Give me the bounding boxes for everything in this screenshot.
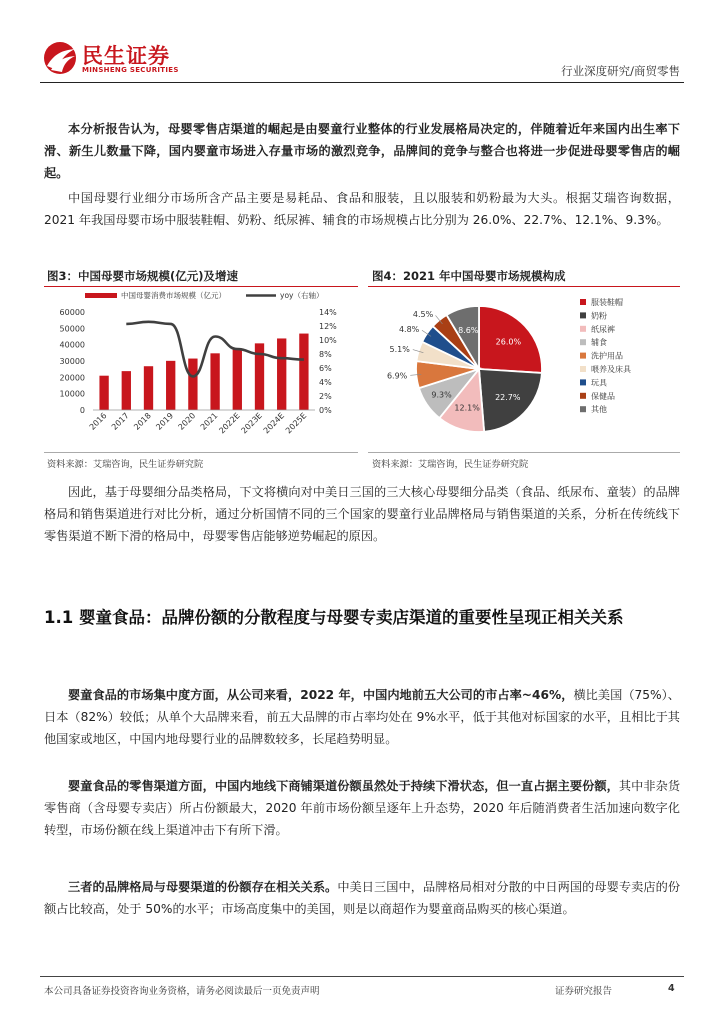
legend-swatch-bar: [85, 293, 117, 298]
legend-swatch: [580, 326, 586, 332]
x-axis-tick-label: 2022E: [217, 411, 242, 436]
header-divider: [40, 82, 684, 83]
footer-divider: [40, 976, 684, 977]
x-axis-tick-label: 2023E: [239, 411, 264, 436]
bar-2019: [166, 361, 175, 410]
legend-label: 辅食: [591, 338, 607, 348]
figure-3-source: 资料来源：艾瑞咨询，民生证券研究院: [47, 459, 204, 470]
legend-label: 服装鞋帽: [591, 298, 623, 307]
figure-4-source: 资料来源：艾瑞咨询，民生证券研究院: [372, 459, 529, 470]
bar-2017: [122, 371, 131, 410]
y2-axis-tick-label: 10%: [319, 336, 337, 345]
x-axis-tick-label: 2020: [176, 411, 198, 432]
y-axis-tick-label: 40000: [59, 340, 85, 350]
legend-label: 其他: [591, 405, 607, 415]
channel-paragraph: [44, 775, 680, 841]
correlation-lead: 三者的品牌格局与母婴渠道的份额存在相关关系。: [68, 880, 338, 894]
figure-3-bottom-rule: [44, 452, 358, 453]
y-axis-tick-label: 10000: [59, 389, 85, 399]
minsheng-logo-icon: [41, 40, 79, 76]
y2-axis-tick-label: 14%: [319, 308, 337, 317]
page-number: 4: [668, 983, 675, 994]
pie-data-label: 6.9%: [386, 371, 408, 381]
bar-2018: [144, 366, 153, 410]
legend-swatch: [580, 299, 586, 305]
channel-lead: 婴童食品的零售渠道方面，中国内地线下商铺渠道份额虽然处于持续下滑状态，但一直占据主要份额，: [68, 779, 619, 793]
legend-swatch: [580, 312, 586, 318]
bar-2020: [188, 359, 197, 410]
concentration-paragraph: [44, 684, 680, 750]
concentration-lead: 婴童食品的市场集中度方面，从公司来看，2022 年，中国内地前五大公司的市占率~46%，: [68, 688, 574, 702]
x-axis-tick-label: 2021: [198, 411, 220, 432]
x-axis-tick-label: 2024E: [261, 411, 287, 436]
intro-paragraph-1: 本分析报告认为，母婴零售店渠道的崛起是由婴童行业整体的行业发展格局决定的，伴随着近年来国内出生率下滑、新生儿数量下降，国内婴童市场进入存量市场的激烈竞争，品牌间的竞争与整合也将进一步促进母婴零售店的崛起。: [44, 122, 680, 180]
correlation-body: 中美日三国中，品牌格局相对分散的中日两国的母婴专卖店的份额占比较高，处于 50%的水平；市场高度集中的美国，则是以商超作为婴童商品购买的核心渠道。: [44, 880, 681, 916]
y-axis-tick-label: 0: [79, 406, 85, 415]
channel-body: 其中非杂货零售商（含母婴专卖店）所占份额最大，2020 年前市场份额呈逐年上升态势，2020 年后随消费者生活加速向数字化转型，市场份额在线上渠道冲击下有所下滑。: [44, 779, 681, 837]
brand-name-cn: 民生证券: [82, 44, 170, 68]
figure-3-title: 图3：中国母婴市场规模(亿元)及增速: [47, 269, 239, 283]
legend-label: 纸尿裤: [591, 324, 615, 334]
bar-2021: [210, 353, 219, 410]
footer-disclaimer: 本公司具备证券投资咨询业务资格，请务必阅读最后一页免责声明: [44, 986, 320, 997]
intro-paragraph-2: 中国母婴行业细分市场所含产品主要是易耗品、食品和服装，且以服装和奶粉最为大头。根据艾瑞咨询数据，2021 年我国母婴市场中服装鞋帽、奶粉、纸尿裤、辅食的市场规模占比分别为 26.0%、22.7%、12.1%、9.3%。: [44, 191, 680, 227]
bar-2025E: [299, 334, 308, 410]
x-axis-tick-label: 2025E: [283, 411, 309, 436]
legend-label: 洗护用品: [591, 351, 623, 361]
bar-2022E: [233, 348, 242, 410]
footer-label: 证券研究报告: [555, 986, 613, 997]
pie-data-label: 26.0%: [495, 337, 522, 347]
document-category: 行业深度研究/商贸零售: [561, 64, 680, 78]
y-axis-tick-label: 20000: [59, 373, 85, 383]
y2-axis-tick-label: 2%: [319, 392, 332, 401]
pie-data-label: 4.8%: [398, 325, 420, 335]
market-size-combo-chart: [44, 287, 358, 452]
brand-name-en: MINSHENG SECURITIES: [82, 66, 179, 74]
y2-axis-tick-label: 0%: [319, 406, 332, 415]
y-axis-tick-label: 50000: [59, 324, 85, 334]
pie-data-label: 22.7%: [495, 393, 521, 403]
legend-label: 玩具: [591, 378, 607, 388]
legend-swatch: [580, 339, 586, 345]
legend-swatch: [580, 353, 586, 359]
analysis-paragraph: 因此，基于母婴细分品类格局，下文将横向对中美日三国的三大核心母婴细分品类（食品、纸尿布、童装）的品牌格局和销售渠道进行对比分析，通过分析国情不同的三个国家的婴童行业品牌格局与销售渠道的关系，分析在传统线下零售渠道不断下滑的格局中，母婴零售店能够逆势崛起的原因。: [44, 485, 680, 543]
figure-4-bottom-rule: [368, 452, 680, 453]
correlation-paragraph: [44, 876, 680, 920]
pie-data-label: 12.1%: [454, 403, 480, 413]
y-axis-tick-label: 30000: [59, 357, 85, 366]
bar-2024E: [277, 338, 286, 410]
legend-swatch: [580, 379, 586, 385]
pie-data-label: 4.5%: [412, 309, 434, 319]
x-axis-tick-label: 2018: [132, 411, 153, 432]
x-axis-tick-label: 2017: [109, 411, 131, 432]
legend-label: 保健品: [591, 391, 615, 401]
market-composition-pie-chart: [368, 287, 680, 452]
y2-axis-tick-label: 6%: [319, 364, 332, 373]
legend-label: 喂养及床具: [591, 365, 631, 374]
legend-label-bar: 中国母婴消费市场规模（亿元）: [121, 291, 226, 300]
x-axis-tick-label: 2016: [87, 411, 109, 432]
x-axis-tick-label: 2019: [154, 411, 176, 432]
pie-data-label: 5.1%: [389, 344, 410, 354]
legend-swatch: [580, 366, 586, 372]
legend-label-line: yoy（右轴）: [280, 291, 324, 300]
concentration-body: 横比美国（75%）、日本（82%）较低；从单个大品牌来看，前五大品牌的市占率均处在 9%水平，低于其他对标国家的水平，且相比于其他国家或地区，中国内地母婴行业的品牌数较多，长尾趋势明显。: [44, 688, 680, 746]
legend-label: 奶粉: [591, 311, 607, 321]
legend-swatch: [580, 393, 586, 399]
pie-data-label: 8.6%: [458, 326, 479, 336]
y2-axis-tick-label: 8%: [319, 350, 332, 359]
figure-4-title: 图4：2021 年中国母婴市场规模构成: [372, 269, 566, 283]
legend-swatch: [580, 406, 586, 412]
y2-axis-tick-label: 4%: [319, 378, 332, 387]
bar-2016: [99, 376, 108, 410]
y2-axis-tick-label: 12%: [319, 322, 337, 331]
pie-data-label: 9.3%: [431, 390, 452, 400]
section-heading: 1.1 婴童食品：品牌份额的分散程度与母婴专卖店渠道的重要性呈现正相关关系: [44, 608, 624, 627]
y-axis-tick-label: 60000: [59, 308, 85, 317]
